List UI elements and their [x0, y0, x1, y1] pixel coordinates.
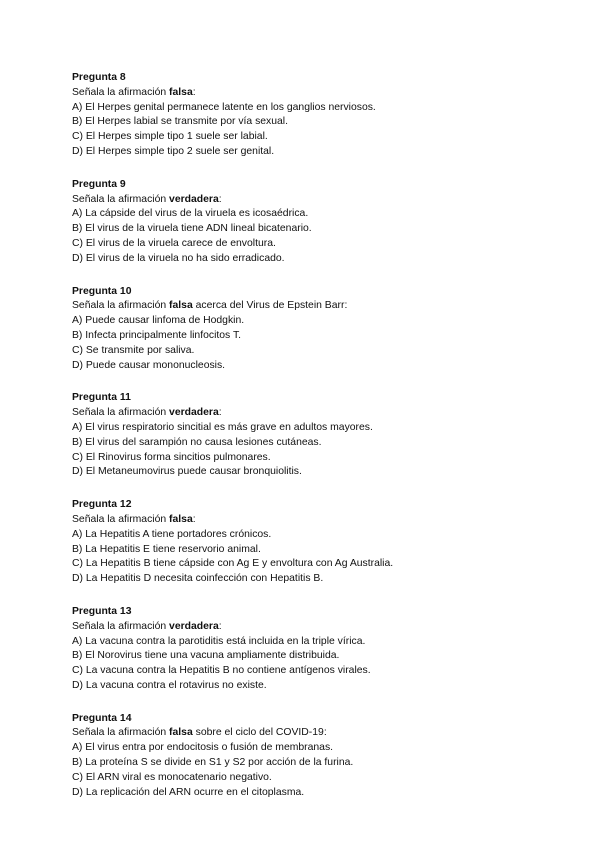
question-10: [72, 285, 572, 374]
option-b: B) Infecta principalmente linfocitos T.: [72, 329, 242, 341]
question-title: Pregunta 13: [72, 605, 132, 617]
option-d: D) La vacuna contra el rotavirus no existe.: [72, 679, 267, 691]
prompt-suffix: :: [218, 193, 222, 205]
option-a: A) La Hepatitis A tiene portadores crónicos.: [72, 528, 272, 540]
option-a: A) El Herpes genital permanece latente en los ganglios nerviosos.: [72, 101, 376, 113]
option-a: A) El virus respiratorio sincitial es más grave en adultos mayores.: [72, 421, 373, 433]
option-c: C) El Herpes simple tipo 1 suele ser labial.: [72, 131, 268, 143]
prompt-suffix: :: [218, 407, 222, 419]
prompt-keyword: verdadera: [169, 407, 219, 419]
prompt-keyword: falsa: [169, 300, 193, 312]
option-b: B) La proteína S se divide en S1 y S2 por acción de la furina.: [72, 757, 354, 769]
option-c: C) Se transmite por saliva.: [72, 344, 195, 356]
option-b: B) El Norovirus tiene una vacuna ampliamente distribuida.: [72, 650, 340, 662]
option-d: D) El Herpes simple tipo 2 suele ser genital.: [72, 145, 275, 157]
prompt-text: Señala la afirmación: [72, 620, 170, 632]
prompt-keyword: verdadera: [169, 620, 219, 632]
option-d: D) La Hepatitis D necesita coinfección con Hepatitis B.: [72, 573, 324, 585]
prompt-text: Señala la afirmación: [72, 407, 170, 419]
question-prompt: [72, 620, 572, 635]
prompt-text: Señala la afirmación: [72, 193, 170, 205]
question-title: Pregunta 14: [72, 712, 132, 724]
option-d: D) El virus de la viruela no ha sido erradicado.: [72, 252, 285, 264]
option-c: C) El ARN viral es monocatenario negativo.: [72, 771, 272, 783]
question-prompt: [72, 406, 572, 421]
question-9: [72, 178, 572, 267]
question-title: Pregunta 8: [72, 72, 126, 83]
question-prompt: [72, 513, 572, 528]
question-prompt: [72, 193, 572, 208]
prompt-text: Señala la afirmación: [72, 513, 170, 525]
option-c: C) La Hepatitis B tiene cápside con Ag E y envoltura con Ag Australia.: [72, 558, 394, 570]
question-13: [72, 605, 572, 694]
prompt-suffix: :: [192, 86, 196, 98]
document-page: [72, 71, 572, 818]
prompt-suffix: :: [218, 620, 222, 632]
question-prompt: [72, 726, 572, 741]
option-a: A) El virus entra por endocitosis o fusión de membranas.: [72, 742, 334, 754]
question-title: Pregunta 11: [72, 392, 131, 404]
question-prompt: [72, 86, 572, 101]
option-a: A) Puede causar linfoma de Hodgkin.: [72, 315, 245, 327]
option-c: C) El virus de la viruela carece de envoltura.: [72, 237, 276, 249]
question-14: [72, 712, 572, 801]
prompt-text: Señala la afirmación: [72, 300, 170, 312]
prompt-keyword: falsa: [169, 513, 193, 525]
option-a: A) La cápside del virus de la viruela es icosaédrica.: [72, 208, 309, 220]
question-12: [72, 498, 572, 587]
question-title: Pregunta 10: [72, 285, 132, 297]
prompt-text: Señala la afirmación: [72, 86, 170, 98]
option-a: A) La vacuna contra la parotiditis está incluida en la triple vírica.: [72, 635, 366, 647]
option-b: B) El Herpes labial se transmite por vía sexual.: [72, 116, 288, 128]
option-b: B) La Hepatitis E tiene reservorio animal.: [72, 543, 261, 555]
question-prompt: [72, 299, 572, 314]
option-d: D) El Metaneumovirus puede causar bronquiolitis.: [72, 466, 302, 478]
option-c: C) El Rinovirus forma sincitios pulmonares.: [72, 451, 271, 463]
prompt-suffix: acerca del Virus de Epstein Barr:: [192, 300, 348, 312]
prompt-keyword: falsa: [169, 86, 193, 98]
question-title: Pregunta 12: [72, 499, 132, 511]
prompt-keyword: falsa: [169, 727, 193, 739]
prompt-suffix: sobre el ciclo del COVID-19:: [192, 727, 327, 739]
question-11: [72, 391, 572, 480]
option-c: C) La vacuna contra la Hepatitis B no contiene antígenos virales.: [72, 665, 371, 677]
prompt-text: Señala la afirmación: [72, 727, 170, 739]
option-d: D) Puede causar mononucleosis.: [72, 359, 226, 371]
option-b: B) El virus de la viruela tiene ADN lineal bicatenario.: [72, 223, 312, 235]
option-b: B) El virus del sarampión no causa lesiones cutáneas.: [72, 436, 322, 448]
question-8: [72, 71, 572, 160]
prompt-keyword: verdadera: [169, 193, 219, 205]
question-title: Pregunta 9: [72, 178, 126, 190]
option-d: D) La replicación del ARN ocurre en el citoplasma.: [72, 786, 305, 798]
prompt-suffix: :: [192, 513, 196, 525]
